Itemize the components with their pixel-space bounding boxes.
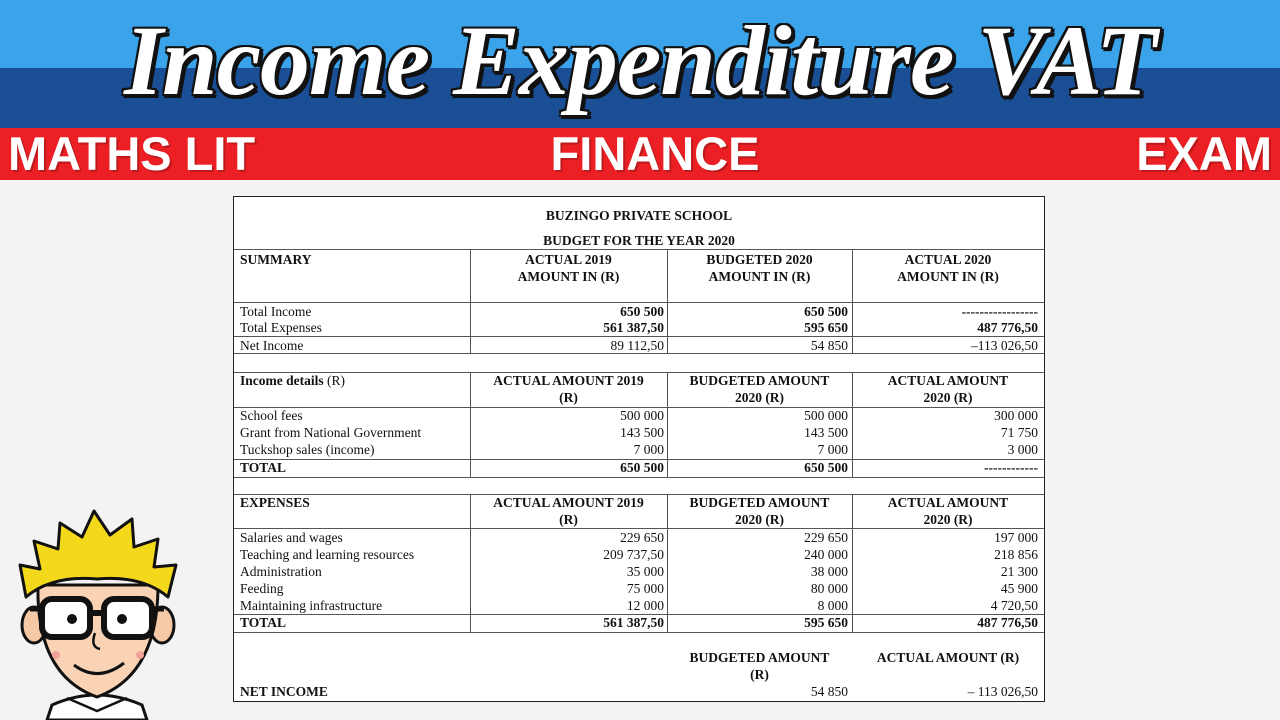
income-value: 300 000 [994,408,1038,423]
income-col1-header: (R) [559,390,578,405]
summary-row-label: Total Income [240,304,312,319]
summary-value: 650 500 [804,304,848,319]
summary-value: 595 650 [804,320,848,335]
expenses-col2-header: BUDGETED AMOUNT [689,495,830,510]
income-value: 71 750 [1000,425,1038,440]
expenses-heading: EXPENSES [240,495,310,510]
income-value: 3 000 [1007,442,1038,457]
expenses-total-value: 561 387,50 [603,615,664,630]
summary-col2-header: AMOUNT IN (R) [708,269,811,284]
summary-value: 54 850 [810,338,848,353]
expenses-total-value: 487 776,50 [977,615,1038,630]
income-heading-text: Income details [240,373,324,388]
income-col3-header: ACTUAL AMOUNT [887,373,1009,388]
rule-line [234,528,1044,529]
expense-row-label: Maintaining infrastructure [240,598,383,613]
expenses-total-label: TOTAL [240,615,287,630]
income-value: 500 000 [804,408,848,423]
rule-line [234,477,1044,478]
summary-value: 561 387,50 [603,320,664,335]
net-income-value: 54 850 [810,684,848,699]
summary-col3-header: ACTUAL 2020 [904,252,992,267]
cartoon-boy-with-glasses-icon [12,505,182,720]
income-col3-header: 2020 (R) [923,390,973,405]
budget-document [233,196,1045,702]
summary-value: 650 500 [620,304,664,319]
income-col2-header: 2020 (R) [734,390,785,405]
expense-value: 80 000 [810,581,848,596]
expense-value: 35 000 [626,564,664,579]
income-total-value: ------------ [984,460,1038,475]
school-name: BUZINGO PRIVATE SCHOOL [545,208,733,223]
income-heading [240,373,345,389]
net-income-col2-header: BUDGETED AMOUNT [689,650,830,665]
income-col1-header: ACTUAL AMOUNT 2019 [493,373,644,388]
expenses-col1-header: (R) [559,512,578,527]
expense-value: 218 856 [994,547,1038,562]
summary-value: 487 776,50 [977,320,1038,335]
expenses-col3-header: ACTUAL AMOUNT [887,495,1009,510]
expense-row-label: Administration [240,564,322,579]
budget-subtitle: BUDGET FOR THE YEAR 2020 [543,233,735,248]
income-row-label: Grant from National Government [240,425,422,440]
income-value: 7 000 [817,442,848,457]
expenses-total-value: 595 650 [804,615,848,630]
category-right-label: EXAM [1136,127,1272,180]
summary-value: –113 026,50 [971,338,1038,353]
summary-value: ----------------- [961,304,1038,319]
expense-row-label: Teaching and learning resources [240,547,415,562]
summary-col3-header: AMOUNT IN (R) [897,269,999,284]
expense-value: 21 300 [1000,564,1038,579]
summary-row-label: Net Income [240,338,304,353]
expense-value: 8 000 [817,598,848,613]
summary-heading: SUMMARY [240,252,312,267]
expense-value: 4 720,50 [990,598,1038,613]
income-total-value: 650 500 [620,460,664,475]
income-col2-header: BUDGETED AMOUNT [689,373,830,388]
net-income-value: – 113 026,50 [967,684,1038,699]
summary-row-label: Total Expenses [240,320,322,335]
expenses-col2-header: 2020 (R) [734,512,785,527]
summary-col1-header: ACTUAL 2019 [525,252,612,267]
income-row-label: Tuckshop sales (income) [240,442,375,457]
summary-value: 89 112,50 [610,338,664,353]
income-value: 7 000 [633,442,664,457]
expense-value: 229 650 [804,530,848,545]
expense-row-label: Salaries and wages [240,530,343,545]
expenses-col1-header: ACTUAL AMOUNT 2019 [493,495,644,510]
rule-line [234,632,1044,633]
income-heading-unit: (R) [323,373,345,388]
income-value: 500 000 [620,408,664,423]
expense-row-label: Feeding [240,581,284,596]
banner-title: Income Expenditure VAT [124,5,1156,116]
expenses-col3-header: 2020 (R) [923,512,973,527]
expense-value: 209 737,50 [603,547,664,562]
expense-value: 38 000 [810,564,848,579]
income-total-label: TOTAL [240,460,287,475]
expense-value: 229 650 [620,530,664,545]
expense-value: 45 900 [1000,581,1038,596]
net-income-label: NET INCOME [240,684,328,699]
income-value: 143 500 [804,425,848,440]
income-row-label: School fees [240,408,303,423]
expense-value: 75 000 [626,581,664,596]
income-total-value: 650 500 [804,460,848,475]
category-left-label: MATHS LIT [8,127,256,180]
net-income-col3-header: ACTUAL AMOUNT (R) [876,650,1020,665]
expense-value: 12 000 [626,598,664,613]
expense-value: 197 000 [994,530,1038,545]
income-value: 143 500 [620,425,664,440]
expense-value: 240 000 [804,547,848,562]
summary-col1-header: AMOUNT IN (R) [517,269,620,284]
net-income-col2-header: (R) [750,667,769,682]
rule-line [234,302,1044,303]
rule-line [234,249,1044,250]
rule-line [234,336,1044,337]
category-center-label: FINANCE [550,127,760,180]
summary-col2-header: BUDGETED 2020 [706,252,813,267]
